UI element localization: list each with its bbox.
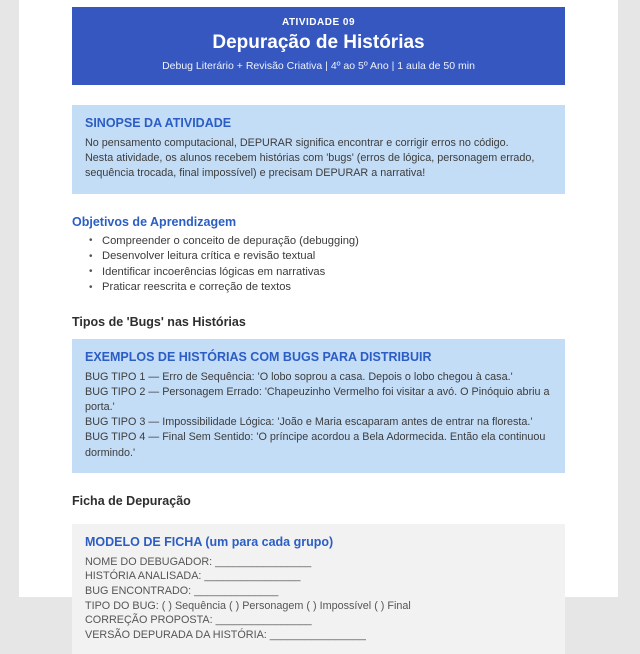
synopsis-line: No pensamento computacional, DEPURAR significa encontrar e corrigir erros no código. bbox=[85, 137, 509, 149]
list-item: • Desenvolver leitura crítica e revisão textual bbox=[72, 249, 565, 265]
list-item: • Praticar reescrita e correção de textos bbox=[72, 280, 565, 296]
worksheet-model-title: MODELO DE FICHA (um para cada grupo) bbox=[85, 534, 334, 549]
activity-meta: Debug Literário + Revisão Criativa | 4º ao 5º Ano | 1 aula de 50 min bbox=[162, 60, 475, 72]
worksheet-field-bug-found: BUG ENCONTRADO: ______________ bbox=[85, 585, 279, 598]
worksheet-heading: Ficha de Depuração bbox=[72, 493, 191, 508]
synopsis-line: Nesta atividade, os alunos recebem histórias com 'bugs' (erros de lógica, personagem errado, bbox=[85, 152, 535, 165]
document-content bbox=[72, 0, 565, 654]
bug-example-line: BUG TIPO 1 — Erro de Sequência: 'O lobo soprou a casa. Depois o lobo chegou à casa.' bbox=[85, 370, 513, 383]
activity-header-banner bbox=[72, 7, 565, 85]
bug-examples-box bbox=[72, 339, 565, 473]
bug-types-heading: Tipos de 'Bugs' nas Histórias bbox=[72, 314, 246, 329]
worksheet-model-box bbox=[72, 524, 565, 654]
worksheet-field-debugged-version: VERSÃO DEPURADA DA HISTÓRIA: ________________ bbox=[85, 628, 366, 641]
objectives-heading: Objetivos de Aprendizagem bbox=[72, 214, 237, 229]
activity-title: Depuração de Histórias bbox=[212, 32, 425, 53]
list-item: • Compreender o conceito de depuração (debugging) bbox=[72, 234, 565, 250]
objectives-list bbox=[72, 234, 565, 296]
document-page bbox=[19, 0, 618, 641]
worksheet-field-bug-type: TIPO DO BUG: ( ) Sequência ( ) Personagem ( ) Impossível ( ) Final bbox=[85, 599, 411, 612]
synopsis-title: SINOPSE DA ATIVIDADE bbox=[85, 116, 232, 130]
worksheet-field-debugger-name: NOME DO DEBUGADOR: ________________ bbox=[85, 555, 312, 568]
bug-example-line: BUG TIPO 2 — Personagem Errado: 'Chapeuzinho Vermelho foi visitar a avó. O Pinóquio abriu a porta.' bbox=[85, 385, 550, 414]
synopsis-line: sequência trocada, final impossível) e precisam DEPURAR a narrativa! bbox=[85, 167, 426, 180]
bug-example-line: BUG TIPO 4 — Final Sem Sentido: 'O príncipe acordou a Bela Adormecida. Então ela continuou dormindo.' bbox=[85, 431, 546, 459]
bug-examples-title: EXEMPLOS DE HISTÓRIAS COM BUGS PARA DISTRIBUIR bbox=[85, 349, 432, 364]
worksheet-field-proposed-fix: CORREÇÃO PROPOSTA: ________________ bbox=[85, 614, 312, 627]
bug-example-line: BUG TIPO 3 — Impossibilidade Lógica: 'João e Maria escaparam antes de entrar na floresta.' bbox=[85, 416, 533, 429]
list-item: • Identificar incoerências lógicas em narrativas bbox=[72, 265, 565, 281]
worksheet-field-story: HISTÓRIA ANALISADA: ________________ bbox=[85, 570, 301, 583]
synopsis-box bbox=[72, 105, 565, 194]
activity-number-label: ATIVIDADE 09 bbox=[281, 17, 356, 28]
